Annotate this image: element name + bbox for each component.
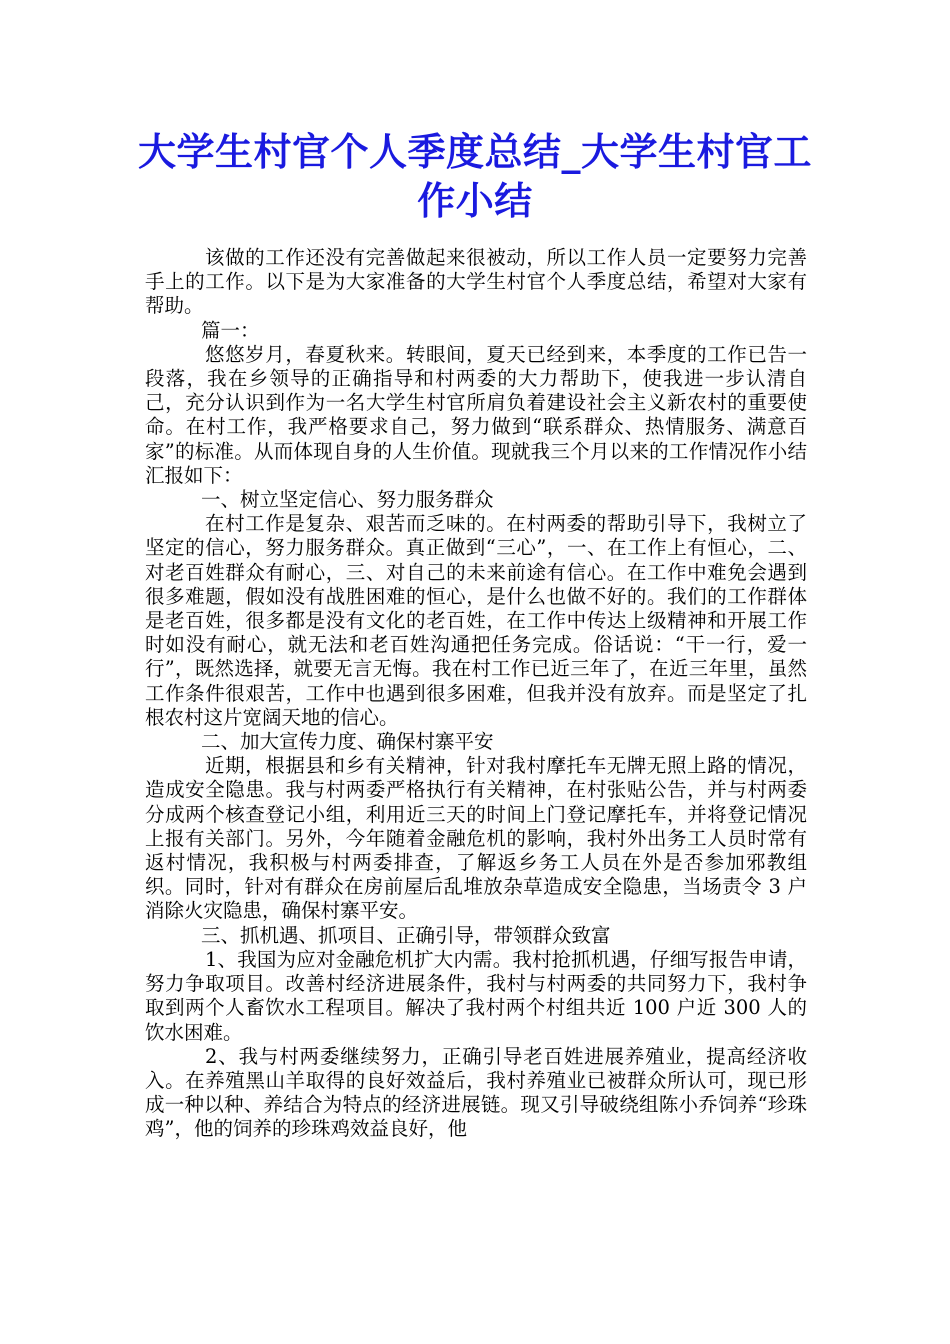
intro-paragraph: 该做的工作还没有完善做起来很被动，所以工作人员一定要努力完善手上的工作。以下是为大家准备的大学生村官个人季度总结，希望对大家有帮助。 — [145, 246, 807, 318]
section-label-part-one: 篇一： — [201, 318, 260, 342]
body-paragraph: 近期，根据县和乡有关精神，针对我村摩托车无牌无照上路的情况，造成安全隐患。我与村两委严格执行有关精神，在村张贴公告，并与村两委分成两个核查登记小组，利用近三天的时间上门登记摩托车，并将登记情况上报有关部门。另外，今年随着金融危机的影响，我村外出务工人员时常有返村情况，我积极与村两委排查，了解返乡务工人员在外是否参加邪教组织。同时，针对有群众在房前屋后乱堆放杂草造成安全隐患，当场责令 3 户消除火灾隐患，确保村寨平安。 — [145, 754, 807, 923]
document-title: 大学生村官个人季度总结_大学生村官工作小结 — [137, 130, 812, 223]
document-body — [145, 246, 807, 1142]
section-heading-2: 二、加大宣传力度、确保村寨平安 — [201, 730, 494, 754]
section-heading-3: 三、抓机遇、抓项目、正确引导，带领群众致富 — [201, 923, 611, 947]
body-paragraph: 1、我国为应对金融危机扩大内需。我村抢抓机遇，仔细写报告申请，努力争取项目。改善村经济进展条件，我村与村两委的共同努力下，我村争取到两个人畜饮水工程项目。解决了我村两个村组共近 100 户近 300 人的饮水困难。 — [145, 947, 807, 1044]
body-paragraph: 悠悠岁月，春夏秋来。转眼间，夏天已经到来，本季度的工作已告一段落，我在乡领导的正确指导和村两委的大力帮助下，使我进一步认清自己，充分认识到作为一名大学生村官所肩负着建设社会主义新农村的重要使命。在村工作，我严格要求自己，努力做到“联系群众、热情服务、满意百家”的标准。从而体现自身的人生价值。现就我三个月以来的工作情况作小结汇报如下： — [145, 342, 807, 487]
section-heading-1: 一、树立坚定信心、努力服务群众 — [201, 488, 494, 512]
body-paragraph: 在村工作是复杂、艰苦而乏味的。在村两委的帮助引导下，我树立了坚定的信心，努力服务群众。真正做到“三心”，一、在工作上有恒心，二、对老百姓群众有耐心，三、对自己的未来前途有信心。在工作中难免会遇到很多难题，假如没有战胜困难的恒心，是什么也做不好的。我们的工作群体是老百姓，很多都是没有文化的老百姓，在工作中传达上级精神和开展工作时如没有耐心，就无法和老百姓沟通把任务完成。俗话说：“干一行，爱一行”，既然选择，就要无言无悔。我在村工作已近三年了，在近三年里，虽然工作条件很艰苦，工作中也遇到很多困难，但我并没有放弃。而是坚定了扎根农村这片宽阔天地的信心。 — [145, 512, 807, 729]
body-paragraph: 2、我与村两委继续努力，正确引导老百姓进展养殖业，提高经济收入。在养殖黑山羊取得的良好效益后，我村养殖业已被群众所认可，现已形成一种以种、养结合为特点的经济进展链。现又引导破绕组陈小乔饲养“珍珠鸡”，他的饲养的珍珠鸡效益良好，他 — [145, 1044, 807, 1141]
